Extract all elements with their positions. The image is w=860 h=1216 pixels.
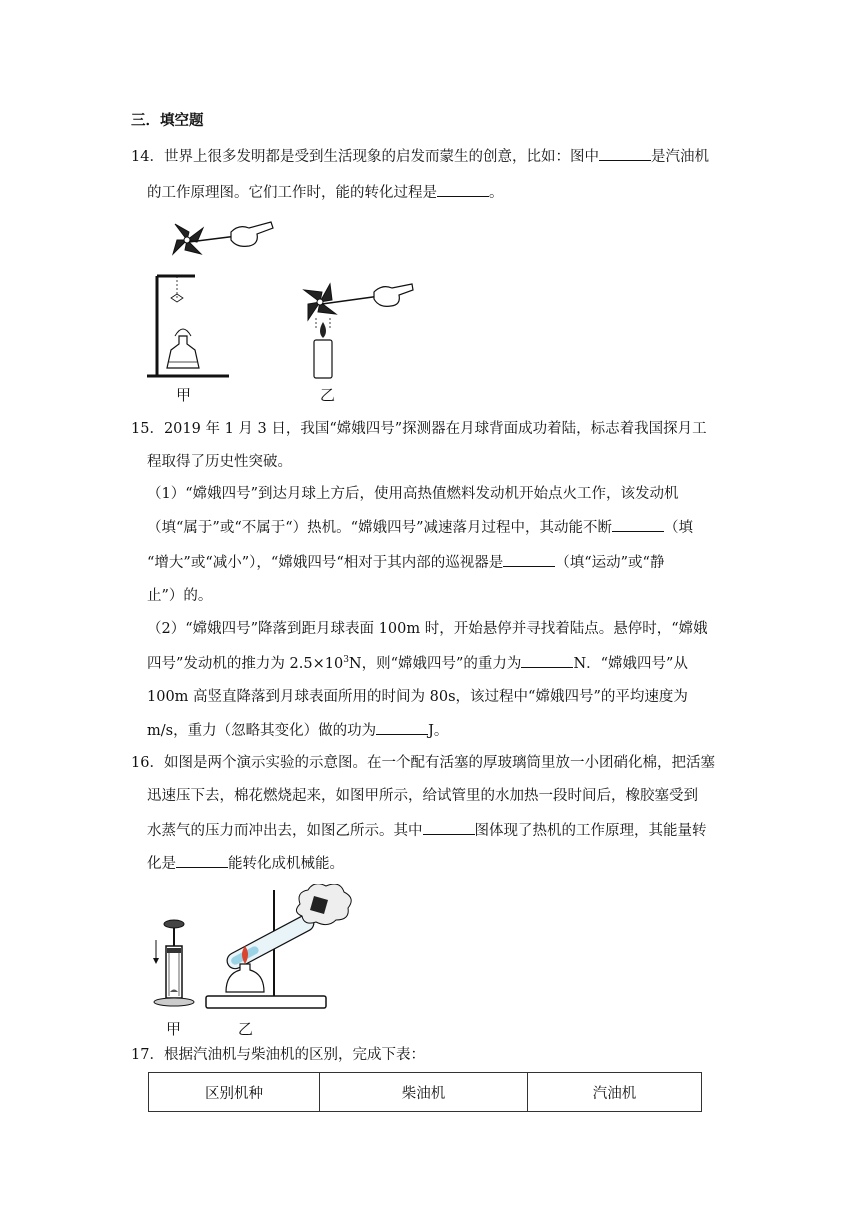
q15-text: （填 [663,520,693,536]
q14-text: 是汽油机 [650,149,709,165]
q16-figure-yi [204,884,360,1012]
q15-text: m/s，重力（忽略其变化）做的功为 [147,723,377,739]
q16-text: 化是 [147,856,176,872]
q15-line2: 程取得了历史性突破。 [147,454,292,470]
q14-text: 的工作原理图。它们工作时，能的转化过程是 [147,185,437,201]
q15-text: （填“运动”或“静 [555,555,665,571]
q17-line1: 17．根据汽油机与柴油机的区别，完成下表： [131,1047,425,1063]
q14-figure-yi [296,276,416,380]
q15-p1-line1: （1）“嫦娥四号”到达月球上方后，使用高热值燃料发动机开始点火工作，该发动机 [147,486,679,502]
q16-figure-jia [150,918,198,1010]
q15-p1-line3 [147,552,664,573]
q15-line1: 15．2019 年 1 月 3 日，我国“嫦娥四号”探测器在月球背面成功着陆，标志着我国探月工 [131,421,707,437]
q16-caption-jia: 甲 [166,1020,182,1038]
q14-text: 14．世界上很多发明都是受到生活现象的启发而蒙生的创意，比如：图中 [131,149,599,165]
table-header-cell: 柴油机 [320,1073,528,1112]
q15-text: J。 [428,723,449,739]
q14-line2 [147,182,504,203]
q15-p1-line4: 止”）的。 [147,588,213,604]
q16-line4 [147,853,344,874]
answer-blank[interactable] [521,653,573,668]
q15-text: 四号”发动机的推力为 2.5×10 [147,656,344,672]
q16-line2: 迅速压下去，棉花燃烧起来，如图甲所示，给试管里的水加热一段时间后，橡胶塞受到 [147,788,698,804]
q14-figure-jia [145,210,275,382]
q15-p2-line2 [147,653,688,674]
q14-caption-jia: 甲 [176,386,192,404]
q15-p2-line3: 100m 高竖直降落到月球表面所用的时间为 80s，该过程中“嫦娥四号”的平均速度为 [147,689,688,705]
answer-blank[interactable] [503,552,555,567]
q15-text: N．“嫦娥四号”从 [573,656,688,672]
answer-blank[interactable] [612,517,664,532]
exponent: 3 [343,655,349,665]
answer-blank[interactable] [437,182,489,197]
section-title: 三．填空题 [131,112,204,129]
q15-text: “增大”或“减小”），“嫦娥四号“相对于其内部的巡视器是 [147,555,504,571]
q16-line3 [147,820,707,841]
q15-p2-line1: （2）“嫦娥四号”降落到距月球表面 100m 时，开始悬停并寻找着陆点。悬停时，“嫦娥 [147,621,708,637]
answer-blank[interactable] [599,146,651,161]
q16-text: 能转化成机械能。 [228,856,344,872]
q16-line1: 16．如图是两个演示实验的示意图。在一个配有活塞的厚玻璃筒里放一小团硝化棉，把活塞 [131,755,715,771]
q15-p2-line4 [147,720,448,741]
q16-caption-yi: 乙 [238,1020,254,1038]
table-header-cell: 汽油机 [528,1073,702,1112]
answer-blank[interactable] [376,720,428,735]
q17-table [148,1072,702,1112]
answer-blank[interactable] [176,853,228,868]
q15-text: （填“属于”或“不属于“）热机。“嫦娥四号”减速落月过程中，其动能不断 [147,520,612,536]
q14-line1 [131,146,709,167]
hand-icon [231,222,273,246]
table-row [149,1073,702,1112]
q14-caption-yi: 乙 [320,386,336,404]
q16-text: 图体现了热机的工作原理，其能量转 [474,823,707,839]
hand-icon [374,284,413,306]
table-header-cell: 区别机种 [149,1073,320,1112]
q15-p1-line2 [147,517,693,538]
q16-text: 水蒸气的压力而冲出去，如图乙所示。其中 [147,823,423,839]
pinwheel-icon [173,224,203,254]
answer-blank[interactable] [423,820,475,835]
q15-text: N，则“嫦娥四号”的重力为 [348,656,522,672]
q14-text: 。 [489,185,504,201]
